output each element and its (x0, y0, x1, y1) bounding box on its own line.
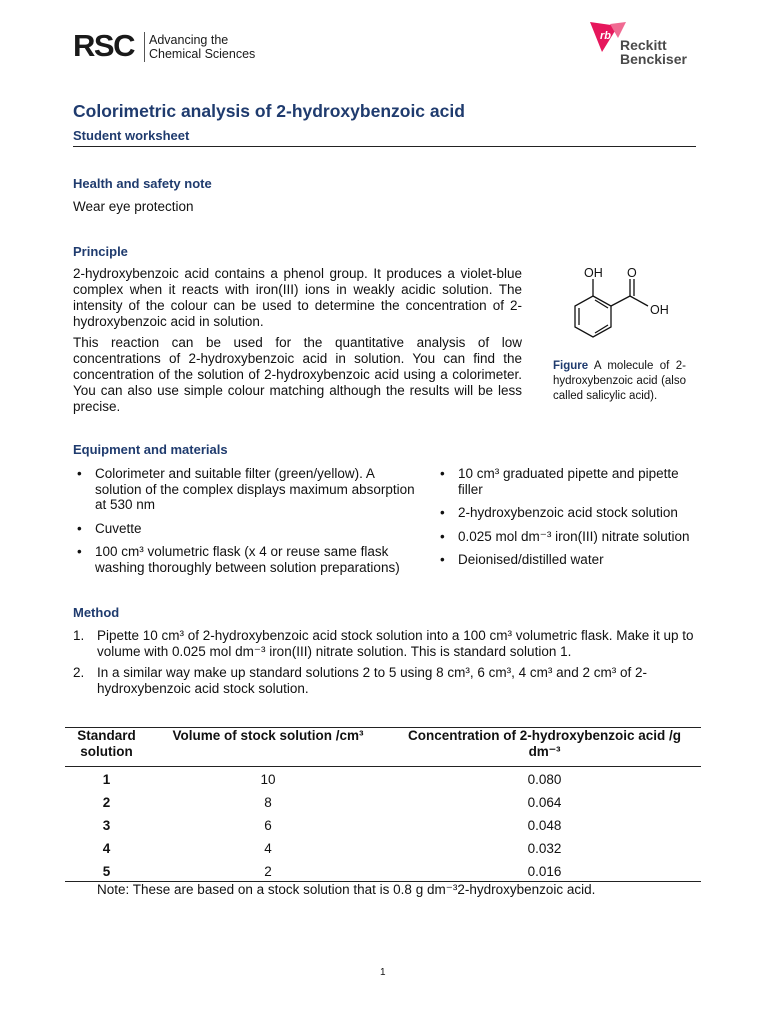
equipment-item: • 10 cm³ graduated pipette and pipette filler (436, 466, 702, 497)
molecule-label-o: O (627, 266, 637, 280)
health-text: Wear eye protection (73, 199, 194, 214)
table-cell: 5 (102, 864, 111, 879)
table-header-cell: Standard solution (77, 728, 136, 759)
page-number: 1 (380, 967, 386, 978)
rsc-logo: RSC (73, 28, 134, 63)
rsc-tagline-line2: Chemical Sciences (149, 47, 256, 61)
equipment-heading: Equipment and materials (73, 442, 228, 457)
figure-caption-label: Figure (553, 360, 589, 372)
rsc-tagline-line1: Advancing the (149, 33, 229, 47)
salicylic-acid-structure-icon (548, 262, 698, 358)
table-cell: 8 (264, 795, 272, 810)
equipment-item: • Deionised/distilled water (436, 552, 702, 568)
table-cell: 0.016 (527, 864, 562, 879)
table-cell: 10 (260, 772, 276, 787)
figure-caption (553, 359, 686, 404)
table-row (65, 768, 701, 791)
table-row (65, 860, 701, 883)
principle-paragraph-2: This reaction can be used for the quantitative analysis of low concentrations of 2-hydroxybenzoic acid in solution. You can find the concentration of the solution of 2-hydroxybenzoic acid using a colorimeter. You can also use simple colour matching although the results will be less precise. (73, 335, 522, 414)
equipment-item: • 2-hydroxybenzoic acid stock solution (436, 505, 702, 521)
equipment-item: • 100 cm³ volumetric flask (x 4 or reuse same flask washing thoroughly between solution preparations) (73, 544, 421, 575)
method-step-number: 1. (73, 628, 85, 643)
method-step-text: In a similar way make up standard solutions 2 to 5 using 8 cm³, 6 cm³, 4 cm³ and 2 cm³ of 2-hydroxybenzoic acid stock solution. (97, 665, 647, 696)
table-header-cell: Volume of stock solution /cm³ (172, 728, 364, 743)
table-cell: 6 (264, 818, 272, 833)
table-cell: 3 (102, 818, 111, 833)
rb-logo-text (620, 38, 687, 66)
principle-heading: Principle (73, 244, 128, 259)
rsc-tagline (149, 33, 255, 61)
table-row (65, 837, 701, 860)
table-cell: 1 (102, 772, 111, 787)
table-cell: 4 (102, 841, 111, 856)
table-header-row (65, 728, 701, 768)
table-header-cell: Concentration of 2-hydroxybenzoic acid /g dm⁻³ (407, 728, 682, 759)
table-cell: 0.048 (527, 818, 562, 833)
table-cell: 0.032 (527, 841, 562, 856)
table-cell: 0.080 (527, 772, 562, 787)
method-heading: Method (73, 605, 120, 620)
page-title: Colorimetric analysis of 2-hydroxybenzoic acid (73, 101, 465, 121)
equipment-item: • Colorimeter and suitable filter (green/yellow). A solution of the complex displays maximum absorption at 530 nm (73, 466, 421, 513)
equipment-item: • 0.025 mol dm⁻³ iron(III) nitrate solution (436, 529, 702, 545)
table-cell: 4 (264, 841, 272, 856)
table-row (65, 791, 701, 814)
table-cell: 2 (264, 864, 272, 879)
method-step (73, 628, 698, 659)
rb-logo-line2: Benckiser (620, 51, 687, 67)
method-step-number: 2. (73, 665, 85, 680)
equipment-list-left (73, 466, 421, 583)
table-row (65, 814, 701, 837)
health-heading: Health and safety note (73, 176, 212, 191)
equipment-item: • Cuvette (73, 521, 421, 537)
method-step (73, 665, 698, 696)
method-steps (73, 628, 698, 702)
molecule-figure (548, 262, 698, 358)
figure-caption-text: A molecule of 2-hydroxybenzoic acid (also called salicylic acid). (553, 360, 686, 402)
molecule-label-oh-top: OH (584, 266, 603, 280)
rb-logo-line1: Reckitt (620, 37, 667, 53)
title-divider (73, 146, 696, 147)
table-header-rule (65, 766, 701, 767)
table-cell: 0.064 (527, 795, 562, 810)
molecule-label-oh-right: OH (650, 303, 669, 317)
rsc-logo-divider (144, 32, 145, 62)
rb-logo-mark-letters: rb (600, 30, 611, 42)
table-note: Note: These are based on a stock solution that is 0.8 g dm⁻³2-hydroxybenzoic acid. (97, 882, 596, 897)
method-step-text: Pipette 10 cm³ of 2-hydroxybenzoic acid stock solution into a 100 cm³ volumetric flask. Make it up to volume with 0.025 mol dm⁻³ iron(III) nitrate solution. This is standard solution 1. (97, 628, 694, 659)
page-subtitle: Student worksheet (73, 128, 190, 143)
table-cell: 2 (102, 795, 111, 810)
equipment-list-right (436, 466, 702, 576)
standards-table (65, 728, 701, 883)
principle-paragraph-1: 2-hydroxybenzoic acid contains a phenol group. It produces a violet-blue complex when it reacts with iron(III) ions in weakly acidic solution. The intensity of the colour can be used to determine the concentration of 2-hydroxybenzoic acid in solution. (73, 266, 522, 329)
rb-logo (588, 18, 700, 68)
